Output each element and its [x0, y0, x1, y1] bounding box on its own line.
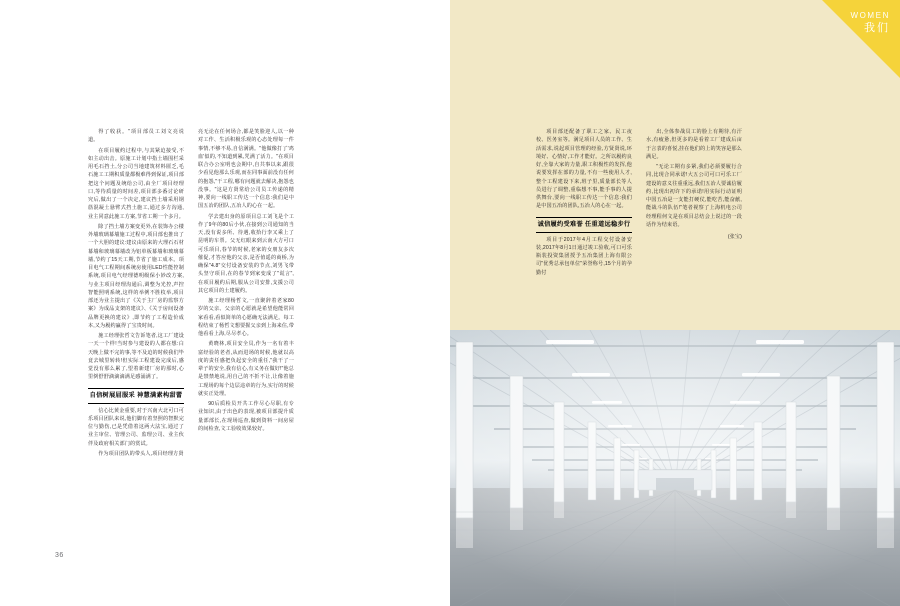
paragraph: 项目于2017年4月工程交付设备安装,2017年8月1日通过竣工验收,可口可乐瓶装投资集团授予五冶集团上海有限公司"优秀总承包单位"荣誉称号,15个月的孕勤付	[536, 236, 632, 276]
paragraph: 出,全体参战员工的脸上有期待,有汗水,有疲惫,但更多的是看着工厂建成后亩于言表的喜悦,挂在他们的上的笑容是那么满足。	[646, 129, 742, 160]
page-number: 36	[55, 552, 64, 559]
section-subheading: 诚信履约受难誉 任重道远稳步行	[536, 217, 632, 233]
paragraph: 学去建出身的原项目总工刘飞是个工作了9年的80后小伙,在接到公司通知的当天,没有说多所、待遇,收拾行李又乘上了昆明的车票。父无红眼来到云南大方可口可乐项目,春节的时候,老家的女朋友多次催促,才答应他的父亲,是否值遥的商桥,为确保"4.8"交付设备安装的节点,刘男飞带头坚守项目,在的春节到家变成了"谎言",在项目履约后期,服从公司安排,支援公司其它项目的土建履约。	[198, 213, 294, 294]
paragraph: 作为项目团队的带头人,项目经理方贤	[98, 450, 184, 457]
text-column-4	[646, 128, 742, 241]
paragraph: 亮无论在任何场合,都是笑脸迎人,以一种对工作、生活积极乐观的心态处理每一件事情,不够不易,自信满满。"他做像打了'鸡血'似的,不知道到累,咒满了活力。"在项目联合办公室明也会期中,自共事以来,跟很少看见他那么乐观,而在同事面前没有任何的抱怨,"干工程,哪有问题就去解决,抱怨也没事。"这是方贤常给公司员工传递的精神,要向一线职工传达一个信息:我们是中国五冶的团队,五冶人的心在一起。	[198, 129, 294, 210]
photo-artwork	[450, 330, 900, 606]
paragraph: 项目部还配备了职工之家、民工夜校、医务室等。满足项目人员的工作、生活需求,说起项目管理的经验,方贤贤说,环境好、心情好,工作才能好。之所以履约良好,全靠大家的力量,职工积极性的发挥,他说要发挥在部的力量,不有一些使用人才,整个工程建设下来,班子里,质量部长等人员进行了调整,重临想不事,能手事的人提供舞台,要向一线职工传达一个信息:我们是中国五冶的团队,五冶人的心在一起。	[536, 129, 632, 210]
text-column-1	[88, 128, 184, 460]
paragraph: 黄晓林,项目安全员,作为一名有着丰富经验的老者,从而进场的时候,他就以高度的责任感把负起安全的重任,"我干了一辈子的安全,我有信心,有义务在做好!"他总是禁禁地说,用自己的不折不让,让像着施工现场的每个边层违章的行为,实行的时候就实正处理。	[198, 341, 294, 397]
section-title-cn: 我们	[864, 22, 890, 35]
paragraph: 除了挡土墙方案变更外,在装饰办公楼外墙玻璃幕墙施工过程中,项目部也推出了一个大胆的建议:建议由原来的大理石石材幕墙和玻璃幕墙改为铝单板幕墙和玻璃幕墙,节约了15天工期,节省了施工成本。项目电气工程期间系统房使用LED性能控制系统,项目电气经理德明级保小妙改方案,与业主项目经理沟通后,调整为光控,声控智能照明系统,这样的举例不胜枚举,项目部还为业主提出了《关于主厂房的监察方案》为成品支架的建议》、《关于房间设备品牌更换的建议》,即节约了工程造价成本,又为履约赢得了宝贵时间。	[88, 223, 184, 329]
right-page	[450, 0, 900, 606]
paragraph: 施工经理杨哲文,一直聚辞着老家80岁的父亲、父亲的心愿就是希望他能常回家看看,看似简单的心愿确无法满足。每工程结束了杨哲文想要握父亲到上海来住,带他看看上海,尽尽孝心。	[198, 298, 294, 337]
section-subheading: 自信树展屈服采 神慧满素构甜蕾	[88, 388, 184, 404]
paragraph: 90后质检员开共工作尽心尽职,有专业知识,由于出色的表现,被项目部提升质量部部长,在现场巡查,做到资料一间房屋的间检查,文工验收效果较好。	[198, 401, 294, 432]
text-column-3	[536, 128, 632, 279]
paragraph: 施工经理张哲文告诉笔者,这工厂建设一天一个样!当时参与建设的人都在想:白天晚上做不完的事,等不及迫的时候我们毕竟去城里转转!但实际工程建设完成后,感觉没有那么累了,望着新建厂房的那时,心里倒舒舒滴滴滴满足感涌满了。	[88, 333, 184, 381]
section-title	[850, 11, 890, 36]
section-title-en: WOMEN	[850, 11, 890, 20]
paragraph: 在项目履约过程中,与其紧迫接受,不如主动出击。原施工计划中指土墙围栏采用毛石挡土,分公司当地建筑材料匮乏,毛石施工工期积质量都极难得到保证,项目部把这个问题及统给公司,由全厂项目经理口,等待质量的时间差,项目部多番讨论研究后,做出了一个决定,建议挡土墙采用钢筋混凝土悬臂式挡土施工,通过多方沟通,业主同意此施工方案,节省工期一个多月。	[88, 147, 184, 220]
paragraph: 信心比黄金重要,对于兴南大北可口可乐项目团队来说,他们脚有着坚照的智默完位与勤伤,已是凭借着这两大法宝,通过了业主审位、管理公司、监理公司、业主伙伴及政府相关部门的赏试。	[88, 407, 184, 447]
text-column-2	[198, 128, 294, 435]
factory-interior-photo	[450, 330, 900, 606]
paragraph: 得了收获。"项目部员工刘文亮说道。	[88, 129, 184, 144]
author-signature: (张宝)	[727, 234, 742, 240]
paragraph: "无论工期有多紧,我们必须要履行合同,比现合同承诺!大五公司可口可乐工厂建设的意义往重重远,我们五冶人要诚信履约,比现出初许下的承诺!用实际行动证明中国五冶是一支能打硬仗,能吃苦,能奋献,能战斗的队伍!"笔者视察了上海机电公司经理程何文是在项目总结会上说过的一段话作为结束语。	[646, 164, 742, 228]
